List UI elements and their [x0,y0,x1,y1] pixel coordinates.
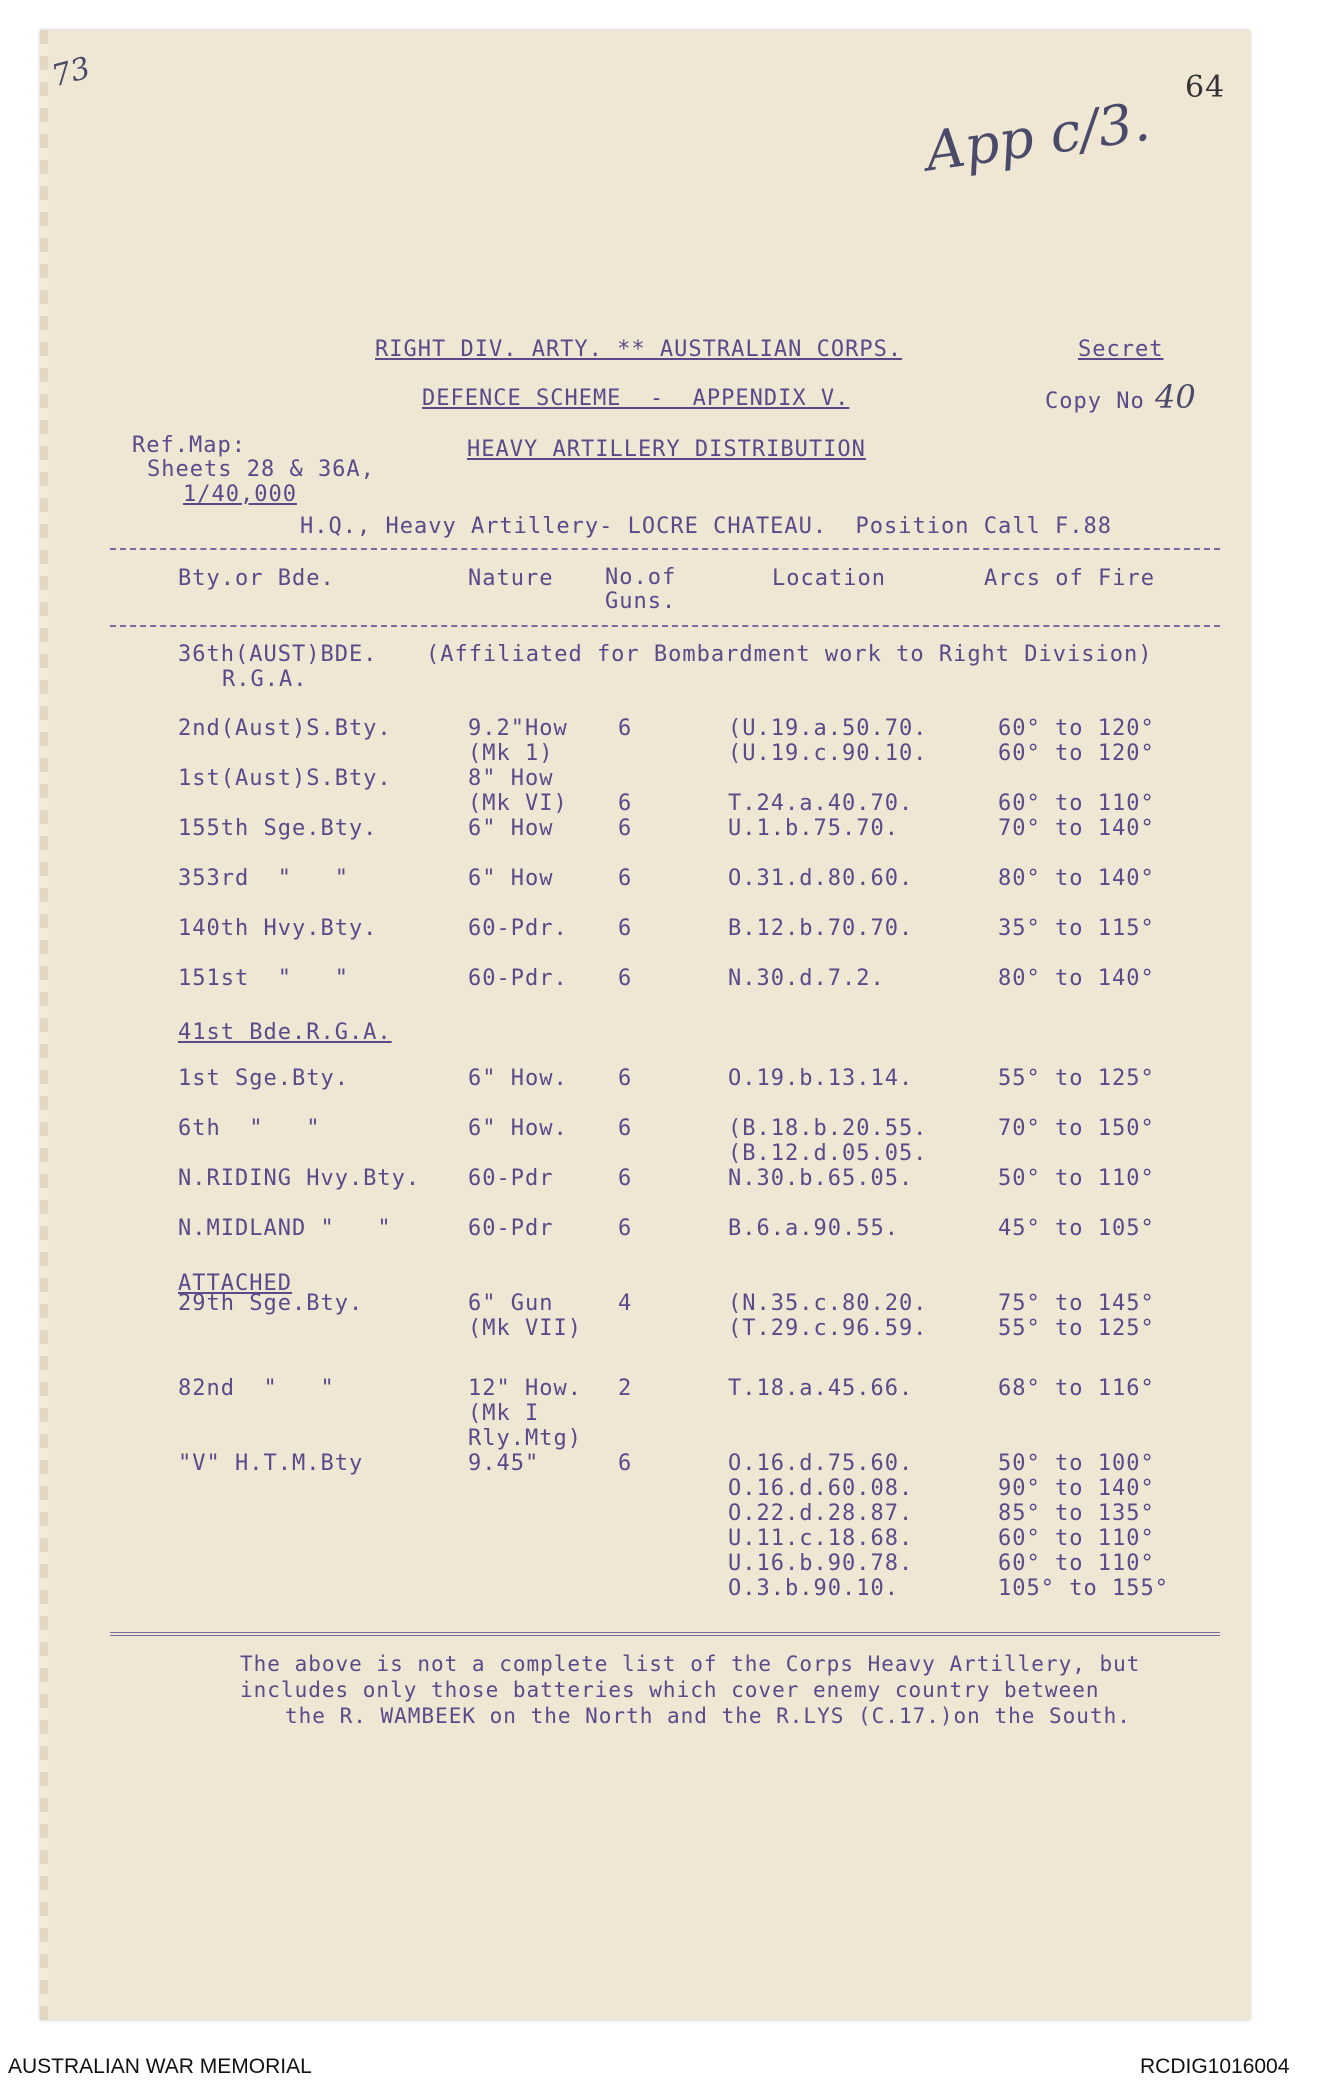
arc-of-fire: 75° to 145° [998,1291,1155,1316]
grid-location: O.19.b.13.14. [728,1066,914,1091]
gun-count: 4 [618,1291,633,1316]
col-header-nature: Nature [468,566,554,591]
table-row [0,716,1322,742]
table-row [0,866,1322,892]
table-row [0,1291,1322,1317]
battery-nature: (Mk VII) [468,1316,582,1341]
battery-nature: 60-Pdr. [468,916,568,941]
table-row [0,1576,1322,1602]
gun-count: 2 [618,1376,633,1401]
arc-of-fire: 105° to 155° [998,1576,1169,1601]
arc-of-fire: 60° to 120° [998,716,1155,741]
table-row [0,1066,1322,1092]
table-row [0,916,1322,942]
table-row [0,1141,1322,1167]
battery-nature: 60-Pdr [468,1216,554,1241]
ref-map-sheets: Sheets 28 & 36A, [147,457,375,482]
battery-name: 151st " " [178,966,349,991]
table-row [0,1166,1322,1192]
grid-location: (N.35.c.80.20. [728,1291,928,1316]
grid-location: N.30.d.7.2. [728,966,885,991]
arc-of-fire: 60° to 110° [998,1526,1155,1551]
table-row [0,1476,1322,1502]
table-row [0,1116,1322,1142]
grid-location: O.22.d.28.87. [728,1501,914,1526]
arc-of-fire: 85° to 135° [998,1501,1155,1526]
grid-location: O.16.d.60.08. [728,1476,914,1501]
arc-of-fire: 45° to 105° [998,1216,1155,1241]
battery-nature: Rly.Mtg) [468,1426,582,1451]
table-row [0,1451,1322,1477]
battery-nature: 60-Pdr [468,1166,554,1191]
hq-line: H.Q., Heavy Artillery- LOCRE CHATEAU. Position Call F.88 [300,514,1112,539]
grid-location: T.18.a.45.66. [728,1376,914,1401]
brigade-name: 36th(AUST)BDE. [178,642,378,667]
gun-count: 6 [618,1066,633,1091]
attached-heading: ATTACHED [178,1271,292,1296]
battery-nature: 6" How [468,866,554,891]
table-row [0,1501,1322,1527]
battery-nature: (Mk I [468,1401,540,1426]
grid-location: B.12.b.70.70. [728,916,914,941]
arc-of-fire: 60° to 120° [998,741,1155,766]
gun-count: 6 [618,1116,633,1141]
col-header-location: Location [772,566,886,591]
ref-map-label: Ref.Map: [132,433,246,458]
section-heading: HEAVY ARTILLERY DISTRIBUTION [467,437,866,462]
battery-nature: (Mk 1) [468,741,554,766]
battery-nature: 6" How. [468,1116,568,1141]
appendix-handwritten-note: App c/3. [921,89,1154,184]
battery-name: 155th Sge.Bty. [178,816,378,841]
divider-top [110,548,1220,550]
table-row [0,1426,1322,1452]
battery-name: 82nd " " [178,1376,335,1401]
grid-location: O.3.b.90.10. [728,1576,899,1601]
page-number: 64 [1185,70,1226,105]
table-row [0,766,1322,792]
gun-count: 6 [618,791,633,816]
arc-of-fire: 68° to 116° [998,1376,1155,1401]
col-header-arcs: Arcs of Fire [984,566,1155,591]
document-title: RIGHT DIV. ARTY. ** AUSTRALIAN CORPS. [375,337,903,362]
gun-count: 6 [618,1166,633,1191]
grid-location: T.24.a.40.70. [728,791,914,816]
arc-of-fire: 80° to 140° [998,966,1155,991]
battery-name: N.RIDING Hvy.Bty. [178,1166,421,1191]
battery-name: 2nd(Aust)S.Bty. [178,716,392,741]
arc-of-fire: 50° to 100° [998,1451,1155,1476]
table-row [0,1401,1322,1427]
brigade-name: 41st Bde.R.G.A. [178,1020,392,1045]
gun-count: 6 [618,866,633,891]
arc-of-fire: 60° to 110° [998,791,1155,816]
brigade-note: (Affiliated for Bombardment work to Right Division) [426,642,1153,667]
grid-location: O.16.d.75.60. [728,1451,914,1476]
battery-name: 1st(Aust)S.Bty. [178,766,392,791]
grid-location: U.16.b.90.78. [728,1551,914,1576]
battery-name: 6th " " [178,1116,321,1141]
battery-nature: 6" How. [468,1066,568,1091]
arc-of-fire: 90° to 140° [998,1476,1155,1501]
arc-of-fire: 70° to 140° [998,816,1155,841]
divider-header [110,625,1220,627]
arc-of-fire: 60° to 110° [998,1551,1155,1576]
arc-of-fire: 55° to 125° [998,1066,1155,1091]
archive-label: AUSTRALIAN WAR MEMORIAL [8,2055,312,2078]
battery-nature: 6" Gun [468,1291,554,1316]
table-row [0,1216,1322,1242]
battery-name: "V" H.T.M.Bty [178,1451,364,1476]
arc-of-fire: 50° to 110° [998,1166,1155,1191]
col-header-battery: Bty.or Bde. [178,566,335,591]
table-row [0,1526,1322,1552]
battery-nature: (Mk VI) [468,791,568,816]
table-row [0,1316,1322,1342]
grid-location: (U.19.a.50.70. [728,716,928,741]
arc-of-fire: 70° to 150° [998,1116,1155,1141]
gun-count: 6 [618,1451,633,1476]
copy-number: 40 [1155,378,1196,416]
gun-count: 6 [618,1216,633,1241]
archive-reference: RCDIG1016004 [1140,2055,1290,2078]
ref-map-scale: 1/40,000 [183,482,297,507]
arc-of-fire: 55° to 125° [998,1316,1155,1341]
battery-name: N.MIDLAND " " [178,1216,392,1241]
table-row [0,791,1322,817]
gun-count: 6 [618,816,633,841]
col-header-guns: No.of Guns. [605,565,677,614]
grid-location: (B.18.b.20.55. [728,1116,928,1141]
battery-nature: 8" How [468,766,554,791]
arc-of-fire: 80° to 140° [998,866,1155,891]
battery-name: 1st Sge.Bty. [178,1066,349,1091]
copy-label: Copy No [1045,389,1145,414]
divider-bottom [110,1632,1220,1636]
battery-name: 29th Sge.Bty. [178,1291,364,1316]
grid-location: (T.29.c.96.59. [728,1316,928,1341]
grid-location: O.31.d.80.60. [728,866,914,891]
table-row [0,741,1322,767]
corner-handwritten-note: 73 [48,50,95,95]
table-row [0,1376,1322,1402]
gun-count: 6 [618,916,633,941]
classification-label: Secret [1078,337,1164,362]
grid-location: U.11.c.18.68. [728,1526,914,1551]
grid-location: U.1.b.75.70. [728,816,899,841]
table-row [0,966,1322,992]
document-subtitle: DEFENCE SCHEME - APPENDIX V. [422,386,850,411]
arc-of-fire: 35° to 115° [998,916,1155,941]
gun-count: 6 [618,716,633,741]
battery-nature: 6" How [468,816,554,841]
battery-nature: 12" How. [468,1376,582,1401]
grid-location: B.6.a.90.55. [728,1216,899,1241]
grid-location: (B.12.d.05.05. [728,1141,928,1166]
battery-nature: 60-Pdr. [468,966,568,991]
battery-nature: 9.45" [468,1451,540,1476]
table-row [0,1551,1322,1577]
closing-note-line: includes only those batteries which cover enemy country between [240,1678,1100,1702]
table-row [0,816,1322,842]
closing-note-line: the R. WAMBEEK on the North and the R.LYS (C.17.)on the South. [285,1704,1131,1728]
battery-nature: 9.2"How [468,716,568,741]
battery-name: 140th Hvy.Bty. [178,916,378,941]
battery-name: 353rd " " [178,866,349,891]
closing-note-line: The above is not a complete list of the Corps Heavy Artillery, but [240,1652,1141,1676]
gun-count: 6 [618,966,633,991]
grid-location: N.30.b.65.05. [728,1166,914,1191]
grid-location: (U.19.c.90.10. [728,741,928,766]
brigade-sub: R.G.A. [222,667,308,692]
